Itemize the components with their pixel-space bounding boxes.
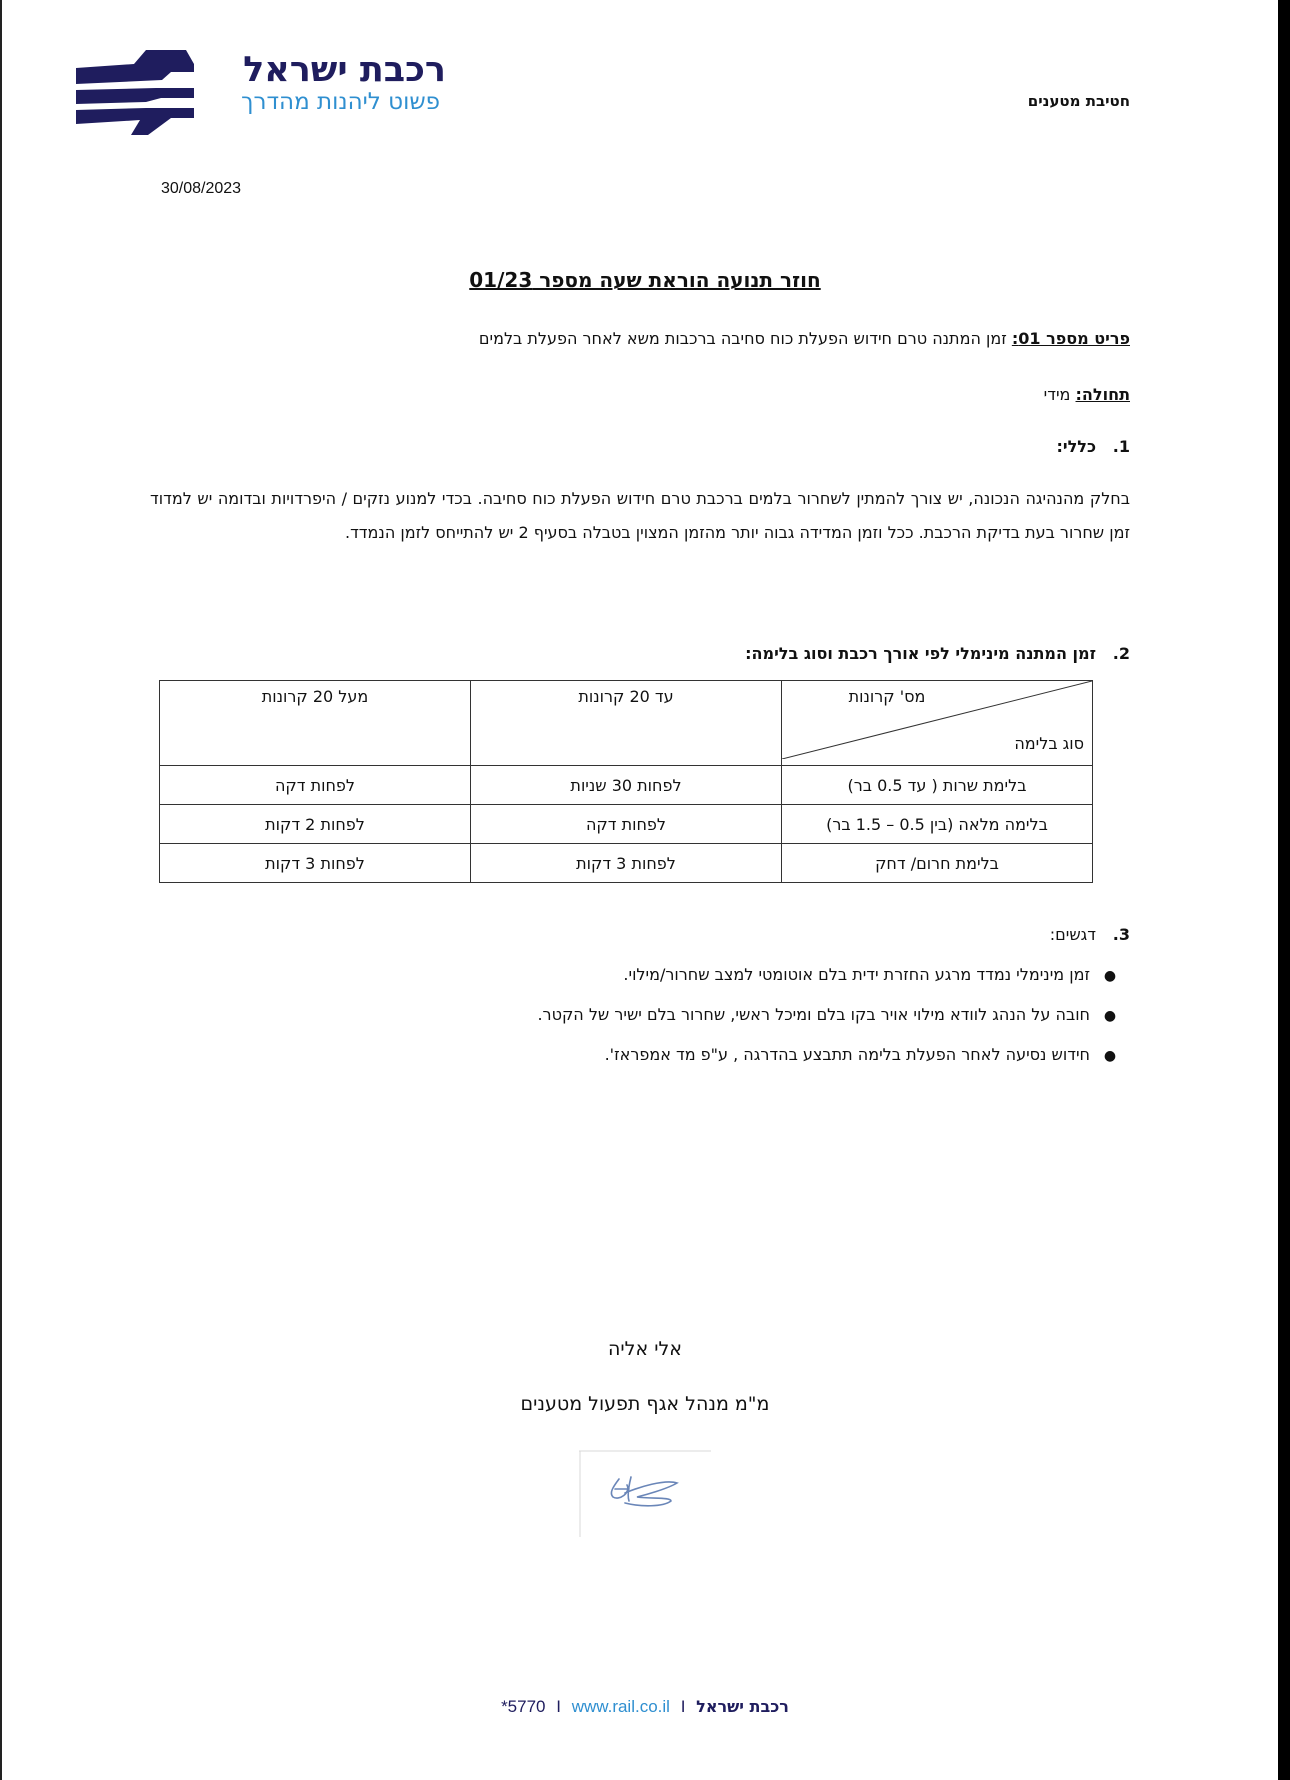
israel-railways-logo: [76, 50, 446, 135]
document-title: חוזר תנועה הוראת שעה מספר 01/23: [469, 268, 821, 292]
brake-type-cell: בלימת שרות ( עד 0.5 בר): [782, 766, 1093, 805]
brake-type-cell: בלימת חרום/ דחק: [782, 844, 1093, 883]
section-2-heading: [745, 644, 1130, 663]
item-line: [479, 329, 1130, 348]
column-header: מעל 20 קרונות: [160, 681, 471, 766]
scan-edge-left: [0, 0, 2, 1780]
footer-separator: I: [680, 1697, 686, 1716]
handwritten-signature: [579, 1449, 711, 1537]
note-text: חידוש נסיעה לאחר הפעלת בלימה תתבצע בהדרגה , ע"פ מד אמפראז'.: [604, 1045, 1090, 1064]
table-cell: לפחות 30 שניות: [471, 766, 782, 805]
start-line: [1044, 385, 1130, 404]
table-row: [160, 805, 1093, 844]
notes-list: [537, 955, 1130, 1075]
bullet-icon: ●: [1103, 1008, 1117, 1024]
section-1-body: בחלק מהנהיגה הנכונה, יש צורך להמתין לשחרור בלמים ברכבת טרם חידוש הפעלת כוח סחיבה. בכדי למנוע נזקים / היפרדויות ובדומה יש למדוד זמן שחרור בעת בדיקת הרכבת. ככל וזמן המדידה גבוה יותר מהזמן המצוין בטבלה בסעיף 2 יש להתייחס לזמן הנמדד.: [150, 489, 1130, 542]
section-number: 1.: [1112, 437, 1130, 456]
start-value: מידי: [1043, 385, 1071, 404]
signer-name: אלי אליה: [608, 1338, 682, 1360]
section-title: זמן המתנה מינימלי לפי אורך רכבת וסוג בלימה:: [745, 644, 1096, 663]
rail-lines-icon: [76, 50, 196, 135]
start-label: תחולה:: [1075, 385, 1130, 404]
wait-time-table: [159, 680, 1093, 883]
footer-url-link[interactable]: www.rail.co.il: [571, 1697, 670, 1716]
table-row: [160, 844, 1093, 883]
note-text: זמן מינימלי נמדד מרגע החזרת ידית בלם אוטומטי למצב שחרור/מילוי.: [623, 965, 1090, 984]
document-date: 30/08/2023: [161, 180, 242, 197]
brake-type-cell: בלימה מלאה (בין 0.5 – 1.5 בר): [782, 805, 1093, 844]
signer-role: מ"מ מנהל אגף תפעול מטענים: [520, 1393, 770, 1415]
list-item: [537, 995, 1130, 1035]
section-number: 3.: [1112, 925, 1130, 944]
logo-name: רכבת ישראל: [243, 50, 446, 90]
corner-label-cars: מס' קרונות: [848, 687, 926, 706]
section-title: כללי:: [1056, 437, 1096, 456]
section-number: 2.: [1112, 644, 1130, 663]
scan-edge-right: [1278, 0, 1290, 1780]
section-1-heading: [1056, 437, 1130, 456]
table-corner-cell: [782, 681, 1093, 766]
table-header-row: [160, 681, 1093, 766]
list-item: [537, 955, 1130, 995]
note-text: חובה על הנהג לוודא מילוי אויר בקו בלם ומיכל ראשי, שחרור בלם ישיר של הקטר.: [537, 1005, 1090, 1024]
page-footer: [0, 1697, 1290, 1717]
corner-label-brake: סוג בלימה: [1014, 734, 1084, 753]
table-row: [160, 766, 1093, 805]
footer-separator: I: [556, 1697, 561, 1716]
table-cell: לפחות 2 דקות: [160, 805, 471, 844]
item-text: זמן המתנה טרם חידוש הפעלת כוח סחיבה ברכבות משא לאחר הפעלת בלמים: [478, 329, 1007, 348]
table-cell: לפחות דקה: [160, 766, 471, 805]
bullet-icon: ●: [1103, 968, 1117, 984]
department-label: חטיבת מטענים: [1027, 92, 1130, 110]
table-cell: לפחות דקה: [471, 805, 782, 844]
section-3-heading: [1050, 925, 1130, 944]
item-label: פריט מספר 01:: [1011, 329, 1130, 348]
section-title: דגשים:: [1049, 925, 1096, 944]
column-header: עד 20 קרונות: [471, 681, 782, 766]
footer-phone: *5770: [501, 1697, 546, 1716]
bullet-icon: ●: [1103, 1048, 1117, 1064]
logo-slogan: פשוט ליהנות מהדרך: [241, 89, 440, 115]
table-cell: לפחות 3 דקות: [471, 844, 782, 883]
table-cell: לפחות 3 דקות: [160, 844, 471, 883]
footer-company-name: רכבת ישראל: [696, 1697, 789, 1716]
list-item: [537, 1035, 1130, 1075]
